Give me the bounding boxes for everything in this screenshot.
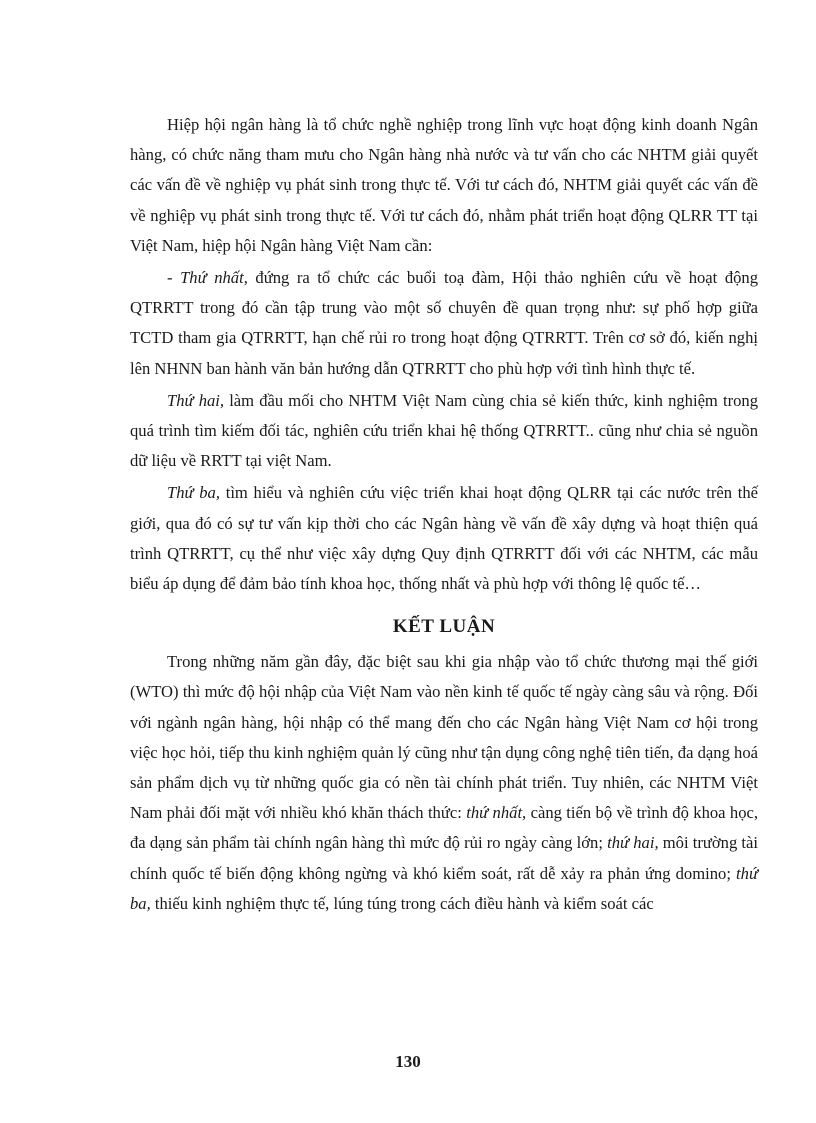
second-point-text: làm đầu mối cho NHTM Việt Nam cùng chia sẻ kiến thức, kinh nghiệm trong quá trình tìm kiếm đối tác, nghiên cứu triển khai hệ thống QTRRTT.. cũng như chia sẻ nguồn dữ liệu về RRTT tại việt Nam. xyxy=(130,390,758,471)
page-number: 130 xyxy=(395,1052,421,1071)
conclusion-text-part1: Trong những năm gần đây, đặc biệt sau khi gia nhập vào tổ chức thương mại thế giới (WTO) thì mức độ hội nhập của Việt Nam vào nền kinh tế quốc tế ngày càng sâu và rộng. Đối với ngành ngân hàng, hội nhập có thể mang đến cho các Ngân hàng Việt Nam cơ hội trong việc học hỏi, tiếp thu kinh nghiệm quản lý cũng như tận dụng công nghệ tiên tiến, đa dạng hoá sản phẩm dịch vụ từ những quốc gia có nền tài chính phát triển. Tuy nhiên, các NHTM Việt Nam phải đối mặt với nhiều khó khăn thách thức: xyxy=(130,652,758,823)
second-point-paragraph xyxy=(130,386,758,477)
conclusion-lead-second: thứ hai, xyxy=(607,833,659,853)
first-point-paragraph xyxy=(130,263,758,384)
conclusion-text-part3: môi trường tài chính quốc tế biến động không ngừng và khó kiểm soát, rất dễ xảy ra phản ứng domino; xyxy=(130,833,759,883)
first-point-prefix: - xyxy=(167,268,181,288)
first-point-text: đứng ra tổ chức các buổi toạ đàm, Hội thảo nghiên cứu về hoạt động QTRRTT trong đó cần tập trung vào một số chuyên đề quan trọng như: sự phố hợp giữa TCTD tham gia QTRRTT, hạn chế rủi ro trong hoạt động QTRRTT. Trên cơ sở đó, kiến nghị lên NHNN ban hành văn bản hướng dẫn QTRRTT cho phù hợp với tình hình thực tế. xyxy=(130,268,759,378)
document-page xyxy=(130,110,758,919)
third-point-lead: Thứ ba, xyxy=(167,483,221,503)
first-point-lead: Thứ nhất, xyxy=(180,268,248,288)
third-point-text: tìm hiểu và nghiên cứu việc triển khai hoạt động QLRR tại các nước trên thế giới, qua đó có sự tư vấn kịp thời cho các Ngân hàng về vấn đề xây dựng và hoạt thiện quá trình QTRRTT, cụ thể như việc xây dựng Quy định QTRRTT đối với các NHTM, các mẫu biểu áp dụng để đảm bảo tính khoa học, thống nhất và phù hợp với thông lệ quốc tế… xyxy=(130,483,758,594)
conclusion-lead-third: thứ ba, xyxy=(130,863,758,913)
third-point-paragraph xyxy=(130,478,758,599)
conclusion-paragraph xyxy=(130,647,758,919)
conclusion-text-part4: thiếu kinh nghiệm thực tế, lúng túng trong cách điều hành và kiểm soát các xyxy=(150,893,654,913)
conclusion-heading: KẾT LUẬN xyxy=(392,616,496,638)
conclusion-lead-first: thứ nhất, xyxy=(466,803,527,823)
conclusion-text-part2: càng tiến bộ về trình độ khoa học, đa dạng sản phẩm tài chính ngân hàng thì mức độ rủi ro ngày càng lớn; xyxy=(130,803,759,853)
intro-paragraph: Hiệp hội ngân hàng là tổ chức nghề nghiệp trong lĩnh vực hoạt động kinh doanh Ngân hàng, có chức năng tham mưu cho Ngân hàng nhà nước và tư vấn cho các NHTM giải quyết các vấn đề về nghiệp vụ phát sinh trong thực tế. Với tư cách đó, NHTM giải quyết các vấn đề về nghiệp vụ phát sinh trong thực tế. Với tư cách đó, nhằm phát triển hoạt động QLRR TT tại Việt Nam, hiệp hội Ngân hàng Việt Nam cần: xyxy=(130,115,758,255)
second-point-lead: Thứ hai, xyxy=(167,390,225,410)
